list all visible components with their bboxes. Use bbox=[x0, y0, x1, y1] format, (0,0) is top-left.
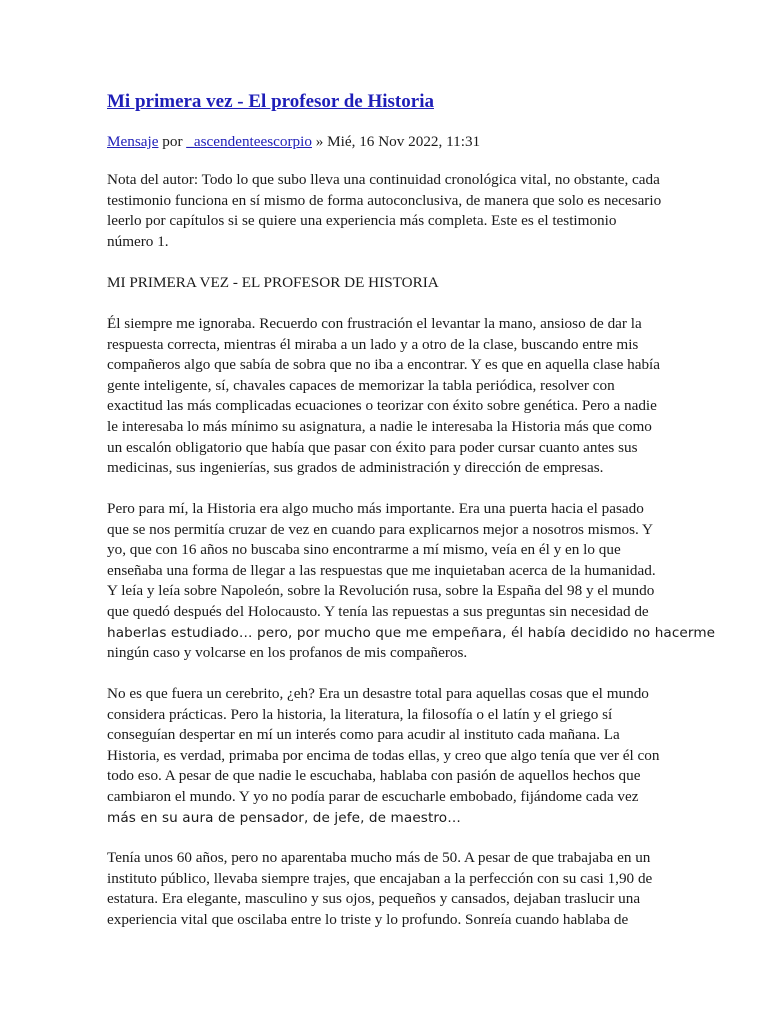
text-line: compañeros algo que sabía de sobra que no iba a encontrar. Y es que en aquella clase había bbox=[107, 356, 660, 374]
text-line: haberlas estudiado… pero, por mucho que me empeñara, él había decidido no hacerme bbox=[107, 624, 716, 641]
text-line: un escalón obligatorio que había que pasar con éxito para poder cursar cuanto antes sus bbox=[107, 438, 638, 456]
text-line: estatura. Era elegante, masculino y sus ojos, pequeños y cansados, dejaban traslucir una bbox=[107, 890, 641, 908]
text-line: número 1. bbox=[107, 232, 169, 250]
text-line: No es que fuera un cerebrito, ¿eh? Era un desastre total para aquellas cosas que el mundo bbox=[107, 685, 649, 702]
text-line: Historia, es verdad, primaba por encima de todas ellas, y creo que algo tenía que ver él con bbox=[107, 746, 660, 764]
body-paragraph bbox=[107, 848, 667, 930]
text-line: considera prácticas. Pero la historia, la literatura, la filosofía o el latín y el griego sí bbox=[107, 705, 613, 723]
author-link[interactable]: _ascendenteescorpio bbox=[186, 133, 312, 150]
text-line: Tenía unos 60 años, pero no aparentaba mucho más de 50. A pesar de que trabajaba en un bbox=[107, 849, 651, 866]
text-line: medicinas, sus ingenierías, sus grados de administración y dirección de empresas. bbox=[107, 459, 604, 477]
text-line: testimonio funciona en sí mismo de forma autoconclusiva, de manera que solo es necesario bbox=[107, 191, 662, 209]
text-line: que quedó después del Holocausto. Y tenía las repuestas a sus preguntas sin necesidad de bbox=[107, 602, 649, 620]
text-line: respuesta correcta, mientras él miraba a un lado y a otro de la clase, buscando entre mis bbox=[107, 335, 639, 353]
text-line: ningún caso y volcarse en los profanos de mis compañeros. bbox=[107, 644, 468, 662]
text-line: más en su aura de pensador, de jefe, de maestro… bbox=[107, 809, 461, 826]
post-date: » Mié, 16 Nov 2022, 11:31 bbox=[315, 133, 481, 150]
text-line: MI PRIMERA VEZ - EL PROFESOR DE HISTORIA bbox=[107, 274, 439, 291]
post-meta bbox=[107, 132, 480, 152]
text-line: todo eso. A pesar de que nadie le escuchaba, hablaba con pasión de aquellos hechos que bbox=[107, 767, 641, 785]
body-paragraph bbox=[107, 314, 667, 479]
text-line: Nota del autor: Todo lo que subo lleva una continuidad cronológica vital, no obstante, cada bbox=[107, 171, 660, 188]
text-line: exactitud las más complicadas ecuaciones o teorizar con éxito sobre genética. Pero a nadie bbox=[107, 397, 657, 415]
body-paragraph bbox=[107, 499, 716, 664]
text-line: Pero para mí, la Historia era algo mucho más importante. Era una puerta hacia el pasado bbox=[107, 500, 644, 517]
story-heading bbox=[107, 273, 667, 294]
message-link[interactable]: Mensaje bbox=[107, 133, 159, 150]
author-note-paragraph bbox=[107, 170, 667, 252]
text-line: experiencia vital que oscilaba entre lo triste y lo profundo. Sonreía cuando hablaba de bbox=[107, 910, 629, 928]
text-line: le interesaba lo más mínimo su asignatura, a nadie le interesaba la Historia más que como bbox=[107, 417, 652, 435]
post-title-link[interactable]: Mi primera vez - El profesor de Historia bbox=[107, 91, 434, 112]
text-line: Y leía y leía sobre Napoleón, sobre la Revolución rusa, sobre la España del 98 y el mundo bbox=[107, 582, 655, 600]
text-line: cambiaron el mundo. Y yo no podía parar de escucharle embobado, fijándome cada vez bbox=[107, 787, 639, 805]
body-paragraph bbox=[107, 684, 667, 828]
text-line: gente inteligente, sí, chavales capaces de memorizar la tabla periódica, resolver con bbox=[107, 376, 615, 394]
text-line: que se nos permitía cruzar de vez en cuando para explicarnos mejor a nosotros mismos. Y bbox=[107, 520, 654, 538]
text-line: conseguían despertar en mí un interés como para acudir al instituto cada mañana. La bbox=[107, 726, 620, 744]
text-line: enseñaba una forma de llegar a las respuestas que me inquietaban acerca de la humanidad. bbox=[107, 561, 656, 579]
text-line: leerlo por capítulos si se quiere una experiencia más completa. Este es el testimonio bbox=[107, 212, 617, 230]
by-label: por bbox=[162, 133, 183, 150]
text-line: Él siempre me ignoraba. Recuerdo con frustración el levantar la mano, ansioso de dar la bbox=[107, 315, 642, 332]
text-line: yo, que con 16 años no buscaba sino encontrarme a mí mismo, veía en él y en lo que bbox=[107, 541, 621, 559]
text-line: instituto público, llevaba siempre trajes, que encajaban a la perfección con su casi 1,90 de bbox=[107, 869, 653, 887]
